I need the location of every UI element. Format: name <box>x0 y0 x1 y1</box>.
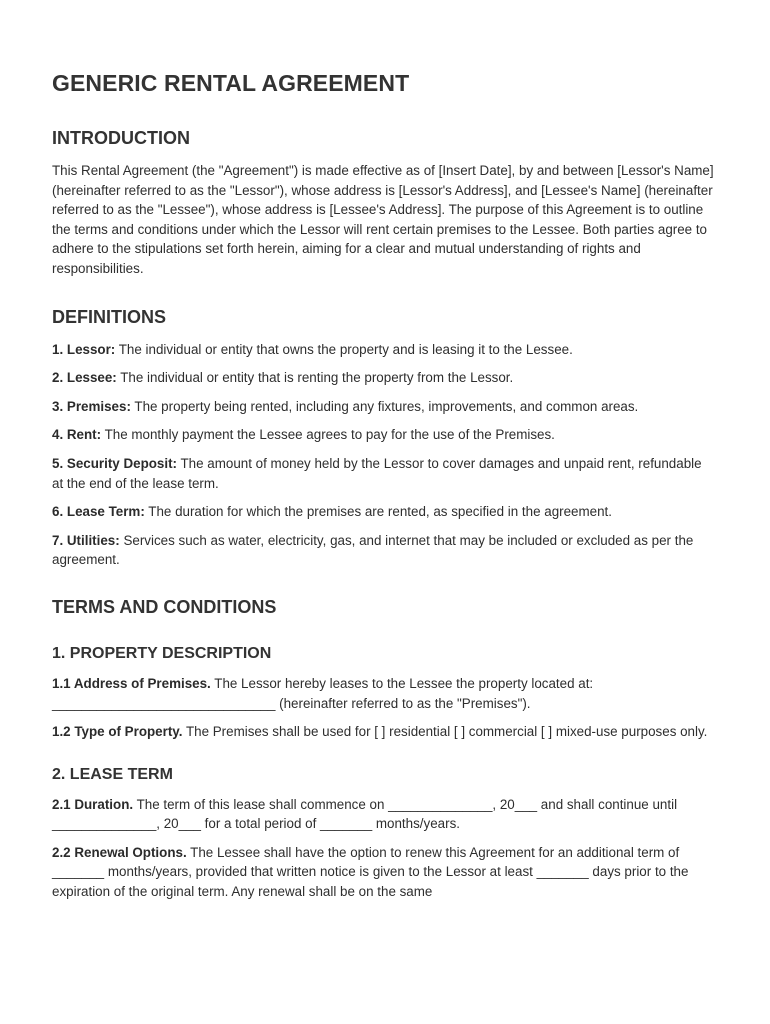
definitions-heading: DEFINITIONS <box>52 306 167 327</box>
definition-item <box>52 454 714 493</box>
definition-text: The individual or entity that is renting the property from the Lessor. <box>116 370 514 386</box>
definition-term: 4. Rent: <box>52 427 102 443</box>
clause-label: 2.1 Duration. <box>52 796 134 812</box>
clause-item <box>52 674 714 713</box>
definition-text: The duration for which the premises are rented, as specified in the agreement. <box>144 504 612 520</box>
property-description-heading: 1. PROPERTY DESCRIPTION <box>52 644 272 662</box>
clause-label: 1.2 Type of Property. <box>52 724 183 740</box>
definition-item <box>52 425 714 445</box>
definition-text: The monthly payment the Lessee agrees to pay for the use of the Premises. <box>101 427 555 443</box>
clause-text: The term of this lease shall commence on ______________, 20___ and shall continue until ______________, 20___ for a total period of _______ months/years. <box>52 796 678 832</box>
definitions-list <box>52 340 714 570</box>
definition-text: Services such as water, electricity, gas, and internet that may be included or excluded as per the agreement. <box>52 532 694 568</box>
definition-text: The property being rented, including any fixtures, improvements, and common areas. <box>130 398 639 414</box>
definition-term: 2. Lessee: <box>52 370 117 386</box>
clause-text: The Premises shall be used for [ ] residential [ ] commercial [ ] mixed-use purposes only. <box>182 724 708 740</box>
clause-item <box>52 843 714 902</box>
definition-term: 7. Utilities: <box>52 532 120 548</box>
clause-text: The Lessee shall have the option to renew this Agreement for an additional term of _______ months/years, provided that written notice is given to the Lessor at least _______ days prior to the expiration of the original term. Any renewal shall be on the same <box>52 844 689 900</box>
lease-term-heading: 2. LEASE TERM <box>52 765 173 783</box>
definition-item <box>52 531 714 570</box>
definition-term: 3. Premises: <box>52 398 131 414</box>
definition-text: The amount of money held by the Lessor to cover damages and unpaid rent, refundable at the end of the lease term. <box>52 455 702 491</box>
introduction-heading: INTRODUCTION <box>52 128 190 148</box>
definition-term: 1. Lessor: <box>52 341 116 357</box>
definition-term: 5. Security Deposit: <box>52 455 178 471</box>
clause-text: The Lessor hereby leases to the Lessee the property located at: ______________________________ (hereinafter referred to as the "Premises"). <box>52 675 594 711</box>
clause-label: 1.1 Address of Premises. <box>52 675 211 691</box>
definition-item <box>52 368 714 388</box>
clause-item <box>52 722 714 742</box>
definition-item <box>52 340 714 360</box>
document-title: GENERIC RENTAL AGREEMENT <box>52 70 410 96</box>
definition-item <box>52 502 714 522</box>
definition-term: 6. Lease Term: <box>52 504 145 520</box>
clause-label: 2.2 Renewal Options. <box>52 844 187 860</box>
definition-item <box>52 397 714 417</box>
introduction-paragraph: This Rental Agreement (the "Agreement") is made effective as of [Insert Date], by and between [Lessor's Name] (hereinafter referred to as the "Lessor"), whose address is [Lessor's Address], and [Lessee's Name] (hereinafter referred to as the "Lessee"), whose address is [Lessee's Address]. The purpose of this Agreement is to outline the terms and conditions under which the Lessor will rent certain premises to the Lessee. Both parties agree to adhere to the stipulations set forth herein, aiming for a clear and mutual understanding of rights and responsibilities. <box>52 163 714 276</box>
clause-item <box>52 795 714 834</box>
terms-heading: TERMS AND CONDITIONS <box>52 596 277 617</box>
definition-text: The individual or entity that owns the property and is leasing it to the Lessee. <box>115 341 573 357</box>
